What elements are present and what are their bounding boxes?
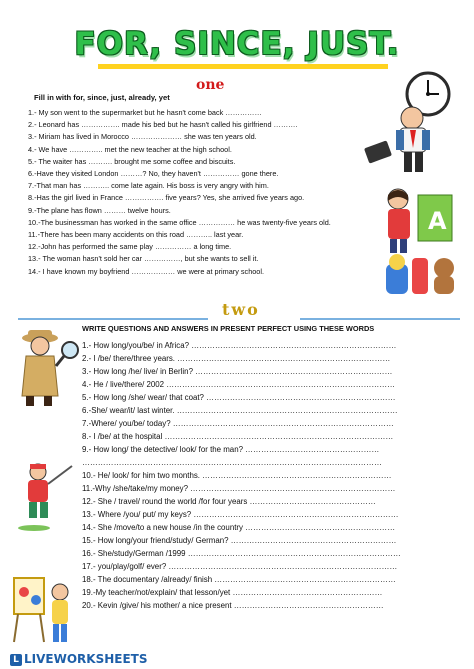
exercise-item: 1.- My son went to the supermarket but he hasn't come back …………… (28, 108, 262, 117)
exercise-item: 13.- Where /you/ put/ my keys? …………………………………………………………………… (82, 510, 399, 519)
footer-bar (0, 649, 474, 669)
title-underline (98, 64, 388, 69)
svg-text:A: A (428, 207, 447, 235)
golfer-illustration (14, 462, 78, 534)
exercise-item: 6.-Have they visited London ………? No, they haven't …………… gone there. (28, 169, 279, 179)
exercise-item: 10.- He/ look/ for him two months. ……………………………………………………………… (82, 471, 392, 480)
exercise-item: 5.- How long /she/ wear/ that coat? ……………………………………………………………… (82, 393, 396, 402)
exercise-item: 8.- I /be/ at the hospital …………………………………………………………………………… (82, 432, 394, 441)
exercise-item: 3.- Miriam has lived in Morocco ………………… she was ten years old. (28, 132, 257, 142)
exercise-two-list (82, 339, 462, 612)
section-divider-left (18, 318, 208, 320)
exercise-item: 14.- She /move/to a new house /in the country ………………………………………………… (82, 523, 396, 532)
footer-brand: LIVEWORKSHEETS (24, 652, 148, 666)
section-divider-right (300, 318, 460, 320)
businessman-illustration (360, 100, 450, 180)
painter-illustration (10, 570, 80, 650)
detective-illustration (12, 326, 82, 408)
exercise-item: 6.-She/ wear/it/ last winter. ………………………………………………………………………… (82, 406, 398, 415)
exercise-item: 7.-Where/ you/be/ today? ………………………………………………………………………… (82, 419, 394, 428)
teacher-illustration (378, 185, 456, 255)
exercise-item: 17.- you/play/golf/ ever? …………………………………………………………………………… (82, 562, 398, 571)
exercise-item: 11.-There has been many accidents on this road ……….. last year. (28, 230, 244, 240)
exercise-item: 4.- He / live/there/ 2002 …………………………………………………………………………… (82, 380, 396, 389)
exercise-item: 18.- The documentary /already/ finish …………………………………………………………… (82, 575, 396, 584)
exercise-item: 2.- I /be/ there/three years. ……………………………………………………………………… (82, 354, 391, 363)
exercise-one-list (28, 107, 388, 278)
exercise-item: 14.- I have known my boyfriend ……………… we were at primary school. (28, 266, 265, 276)
exercise-item: 5.- The waiter has ………. brought me some coffee and biscuits. (28, 156, 236, 166)
exercise-item: 8.-Has the girl lived in France ……………. five years? Yes, she arrived five years ago. (28, 193, 305, 203)
section-one-instruction: Fill in with for, since, just, already, yet (34, 93, 170, 102)
exercise-item: 7.-That man has ……….. come late again. His boss is very angry with him. (28, 181, 269, 191)
exercise-item: 11.-Why /she/take/my money? …………………………………………………………………… (82, 484, 396, 493)
exercise-item: …………………………………………………………………………………………………… (82, 458, 382, 467)
exercise-item: 1.- How long/you/be/ in Africa? …………………………………………………………………… (82, 341, 397, 350)
exercise-item: 16.- She/study/German /1999 ……………………………………………………………………… (82, 549, 401, 558)
section-two-heading: two (222, 300, 260, 319)
exercise-item: 12.-John has performed the same play …………… a long time. (28, 242, 232, 252)
exercise-item: 13.- The woman hasn't sold her car ……………, but she wants to sell it. (28, 254, 259, 264)
exercise-item: 9.-The plane has flown ……… twelve hours. (28, 205, 171, 215)
exercise-item: 3.- How long /he/ live/ in Berlin? ………………………………………………………………… (82, 367, 393, 376)
exercise-item: 10.-The businessman has worked in the same office …………… he was twenty-five years old. (28, 217, 331, 227)
exercise-item: 20.- Kevin /give/ his mother/ a nice present ………………………………………………… (82, 601, 384, 610)
toys-illustration (384, 250, 460, 298)
liveworksheets-logo[interactable] (10, 652, 147, 666)
exercise-item: 12.- She / travel/ round the world /for four years ………………………………………… (82, 497, 376, 506)
section-one-heading: one (196, 77, 225, 93)
exercise-item: 2.- Leonard has ……………. made his bed but he hasn't called his girlfriend ………. (28, 120, 298, 130)
liveworksheets-mark-icon: L (10, 654, 22, 666)
exercise-item: 15.- How long/your friend/study/ German? ……………………………………………………… (82, 536, 397, 545)
exercise-item: 4.- We have ………….. met the new teacher at the high school. (28, 144, 232, 154)
worksheet-title: FOR, SINCE, JUST. (74, 26, 400, 62)
exercise-item: 19.-My teacher/not/explain/ that lesson/yet ………………………………………………… (82, 588, 383, 597)
section-two-instruction: WRITE QUESTIONS AND ANSWERS IN PRESENT PERFECT USING THESE WORDS (82, 324, 375, 333)
exercise-item: 9.- How long/ the detective/ look/ for the man? …………………………………………… (82, 445, 380, 454)
